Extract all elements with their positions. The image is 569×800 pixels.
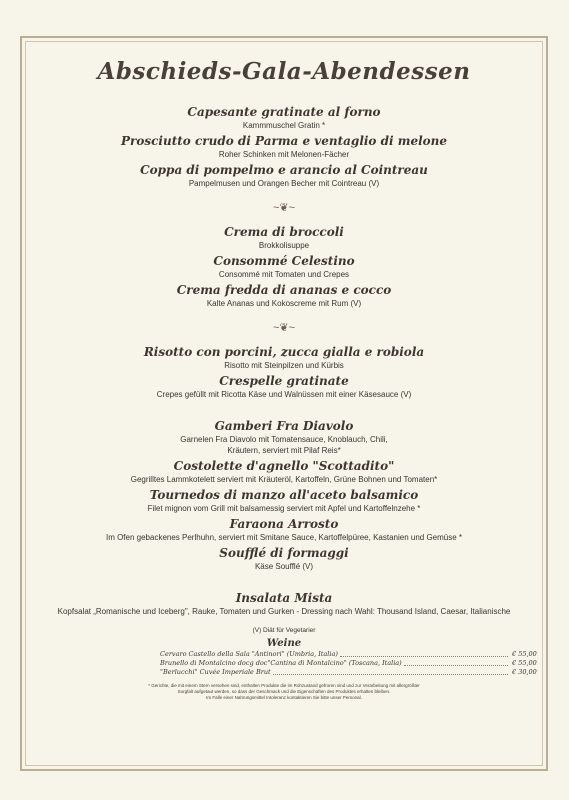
- dish-name: Gamberi Fra Diavolo: [214, 419, 354, 433]
- wine-list: [160, 650, 560, 677]
- wine-name: Brunello di Montalcino docg doc"Cantina di Montalcino" (Toscana, Italia): [160, 659, 402, 667]
- dish-name: Costolette d'agnello "Scottadito": [173, 459, 395, 473]
- dish-description: Risotto mit Steinpilzen und Kürbis: [224, 361, 344, 370]
- spacer: [30, 403, 538, 419]
- dish-name: Crema di broccoli: [224, 225, 344, 239]
- vegetarian-note: (V) Diät für Vegetarier: [252, 627, 316, 634]
- dish-description: Kammmuschel Gratin *: [242, 121, 326, 130]
- leader-dots: [404, 659, 508, 666]
- footnote-line: Im Falle einer Nahrungsmittel Intoleranz kontaktieren Sie bitte unser Personal.: [206, 695, 362, 700]
- dish: [30, 591, 538, 617]
- dish-name: Risotto con porcini, zucca gialla e robiola: [143, 345, 425, 359]
- leader-dots: [273, 668, 508, 675]
- menu-content: [30, 58, 538, 701]
- dish-name: Crema fredda di ananas e cocco: [176, 283, 392, 297]
- dish: [30, 345, 538, 371]
- dish: [30, 225, 538, 251]
- dish: [30, 163, 538, 189]
- wine-price: € 30,00: [512, 668, 537, 676]
- dish-description: Garnelen Fra Diavolo mit Tomatensauce, Knoblauch, Chili,: [180, 435, 388, 444]
- course-salad: [30, 591, 538, 617]
- allergen-footnote: [30, 683, 538, 701]
- footnote-line: Sorgfalt aufgetaut werden, so dass der Geschmack und die Eigenschaften des Produktes erhalten bleiben.: [177, 689, 391, 694]
- dish: [30, 488, 538, 514]
- dish: [30, 134, 538, 160]
- dish: [30, 419, 538, 456]
- dish-description: Im Ofen gebackenes Perlhuhn, serviert mit Smitane Sauce, Kartoffelpüree, Kastanien und Gemüse *: [105, 533, 463, 542]
- dish-description: Consommé mit Tomaten und Crepes: [218, 270, 350, 279]
- course-secondi: [30, 419, 538, 572]
- course-antipasti: [30, 105, 538, 189]
- dish-name: Coppa di pompelmo e arancio al Cointreau: [140, 163, 428, 177]
- dish-name: Prosciutto crudo di Parma e ventaglio di melone: [121, 134, 447, 148]
- dish: [30, 517, 538, 543]
- ornament-divider-icon: ~❦~: [272, 202, 296, 214]
- wine-row: [160, 659, 560, 668]
- leader-dots: [340, 650, 508, 657]
- wines-heading: Weine: [266, 638, 302, 649]
- dish: [30, 254, 538, 280]
- dish-description: Kopfsalat „Romanische und Iceberg", Rauke, Tomaten und Gurken - Dressing nach Wahl: Thousand Island, Caesar, Italianische: [57, 607, 511, 616]
- dish-description: Pampelmusen und Orangen Becher mit Cointreau (V): [188, 179, 380, 188]
- dish-description: Crepes gefüllt mit Ricotta Käse und Walnüssen mit einer Käsesauce (V): [156, 390, 412, 399]
- dish-name: Crespelle gratinate: [219, 374, 349, 388]
- wine-name: "Berlucchi" Cuvée Imperiale Brut: [160, 668, 271, 676]
- dish: [30, 374, 538, 400]
- dish: [30, 459, 538, 485]
- dish-name: Tournedos di manzo all'aceto balsamico: [149, 488, 419, 502]
- spacer: [30, 575, 538, 591]
- dish: [30, 105, 538, 131]
- menu-title: Abschieds-Gala-Abendessen: [97, 58, 471, 85]
- footnote-line: * Gerichte, die mit einem Stern versehen sind, enthalten Produkte die im Rohzustand gefroren sind und zur Verarbeitung mit allergrößter: [148, 683, 420, 688]
- dish-description-line-2: Kräutern, serviert mit Pilaf Reis*: [227, 446, 341, 455]
- dish-description: Gegrilltes Lammkotelett serviert mit Kräuteröl, Kartoffeln, Grüne Bohnen und Tomaten*: [130, 475, 438, 484]
- dish-name: Insalata Mista: [235, 591, 333, 605]
- course-primi: [30, 345, 538, 400]
- dish-description: Filet mignon vom Grill mit balsamessig serviert mit Apfel und Kartoffelnzehe *: [147, 504, 421, 513]
- wine-row: [160, 650, 560, 659]
- dish-description: Roher Schinken mit Melonen-Fächer: [218, 150, 350, 159]
- dish-name: Capesante gratinate al forno: [187, 105, 381, 119]
- wine-row: [160, 668, 560, 677]
- ornament-divider-icon: ~❦~: [272, 322, 296, 334]
- dish: [30, 546, 538, 572]
- dish-name: Consommé Celestino: [213, 254, 355, 268]
- dish-description: Käse Soufflé (V): [254, 562, 314, 571]
- dish-name: Soufflé di formaggi: [219, 546, 349, 560]
- wine-price: € 55,00: [512, 659, 537, 667]
- wine-name: Cervaro Castello della Sala "Antinori" (Umbria, Italia): [160, 650, 338, 658]
- dish-description: Brokkolisuppe: [258, 241, 310, 250]
- dish: [30, 283, 538, 309]
- wine-price: € 55,00: [512, 650, 537, 658]
- dish-name: Faraona Arrosto: [229, 517, 339, 531]
- course-soups: [30, 225, 538, 309]
- dish-description: Kalte Ananas und Kokoscreme mit Rum (V): [206, 299, 362, 308]
